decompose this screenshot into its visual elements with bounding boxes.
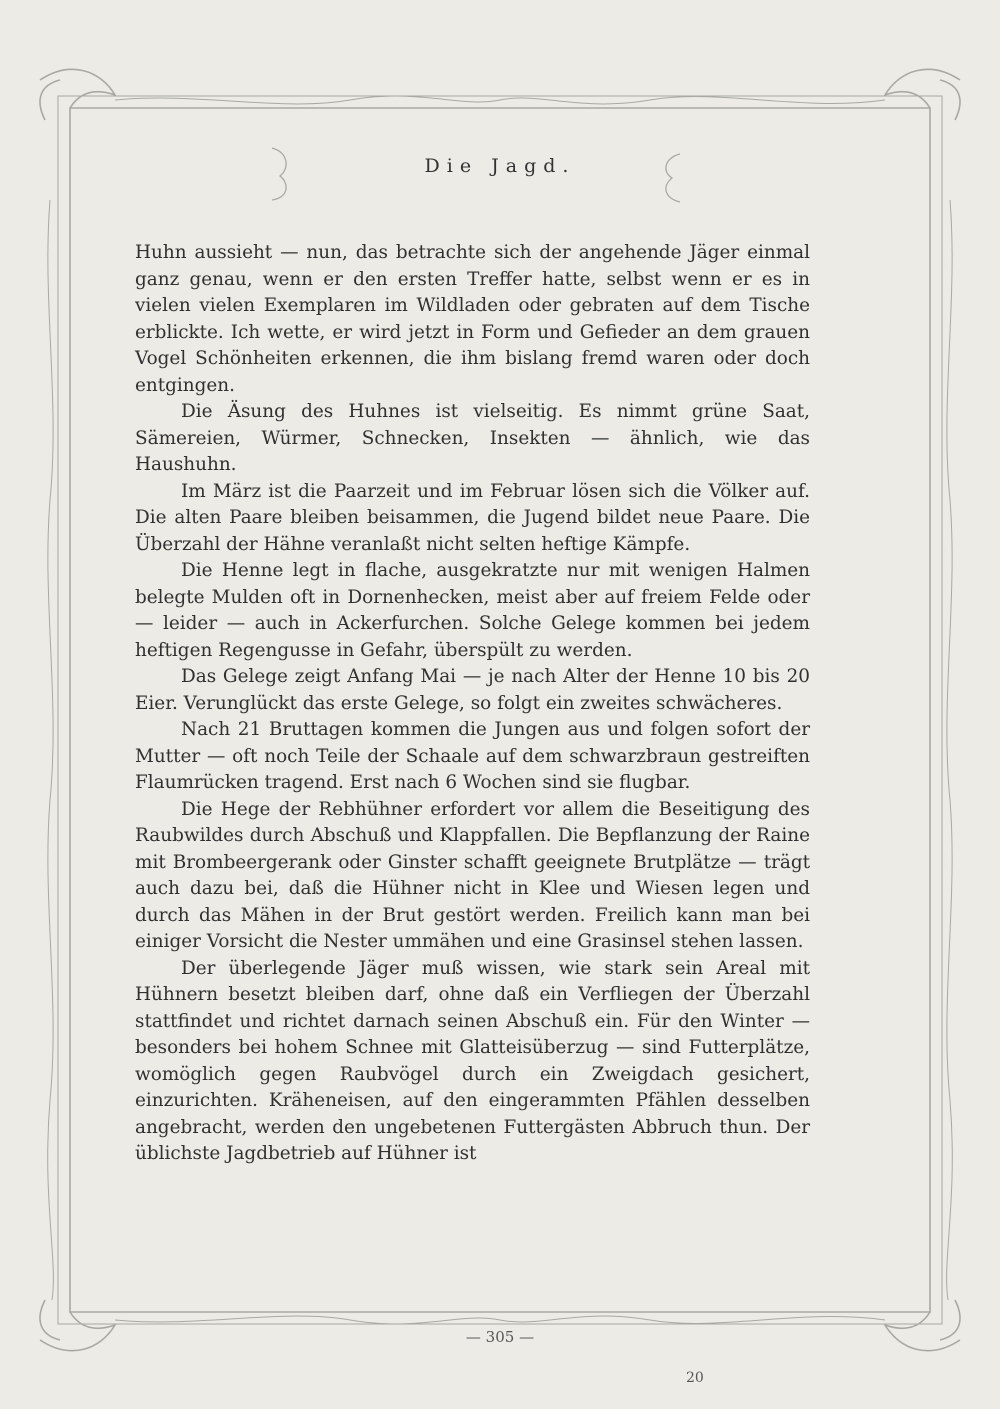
paragraph: Die Henne legt in flache, ausgekratzte nur mit wenigen Halmen belegte Mulden oft in Dornenhecken, meist aber auf freiem Felde oder — leider — auch in Ackerfurchen. Solche Gelege kommen bei jedem heftigen Regengusse in Gefahr, überspült zu werden. [135,560,810,661]
body-text [135,240,810,1168]
page-title: Die Jagd. [424,155,576,177]
paragraph: Die Äsung des Huhnes ist vielseitig. Es nimmt grüne Saat, Sämereien, Würmer, Schnecken, Insekten — ähnlich, wie das Haushuhn. [135,401,810,475]
paragraph: Huhn aussieht — nun, das betrachte sich der angehende Jäger einmal ganz genau, wenn er den ersten Treffer hatte, selbst wenn er es in vielen vielen Exemplaren im Wildladen oder gebraten auf dem Tische erblickte. Ich wette, er wird jetzt in Form und Gefieder an dem grauen Vogel Schönheiten erkennen, die ihm bislang fremd waren oder doch entgingen. [135,242,810,396]
signature-mark: 20 [686,1370,704,1386]
paragraph: Im März ist die Paarzeit und im Februar lösen sich die Völker auf. Die alten Paare bleiben beisammen, die Jugend bildet neue Paare. Die Überzahl der Hähne veranlaßt nicht selten heftige Kämpfe. [135,480,810,555]
paragraph: Der überlegende Jäger muß wissen, wie stark sein Areal mit Hühnern besetzt bleiben darf, ohne daß ein Verfliegen der Überzahl stattfindet und richtet darnach seinen Abschuß ein. Für den Winter — besonders bei hohem Schnee mit Glatteisüberzug — sind Futterplätze, womöglich gegen Raubvögel durch ein Zweigdach gesichert, einzurichten. Kräheneisen, auf den eingerammten Pfählen desselben angebracht, werden den ungebetenen Futtergästen Abbruch thun. Der üblichste Jagdbetrieb auf Hühner ist [135,957,810,1164]
paragraph: Nach 21 Bruttagen kommen die Jungen aus und folgen sofort der Mutter — oft noch Teile der Schaale auf dem schwarzbraun gestreiften Flaumrücken tragend. Erst nach 6 Wochen sind sie flugbar. [135,719,810,793]
paragraph: Das Gelege zeigt Anfang Mai — je nach Alter der Henne 10 bis 20 Eier. Verunglückt das erste Gelege, so folgt ein zweites schwächeres. [135,666,810,714]
paragraph: Die Hege der Rebhühner erfordert vor allem die Beseitigung des Raubwildes durch Abschuß und Klappfallen. Die Bepflanzung der Raine mit Brombeergerank oder Ginster schafft geeignete Brutplätze — trägt auch dazu bei, daß die Hühner nicht in Klee und Wiesen legen und durch das Mähen in der Brut gestört werden. Freilich kann man bei einiger Vorsicht die Nester ummähen und eine Grasinsel stehen lassen. [135,798,810,952]
page-number: — 305 — [465,1328,535,1346]
